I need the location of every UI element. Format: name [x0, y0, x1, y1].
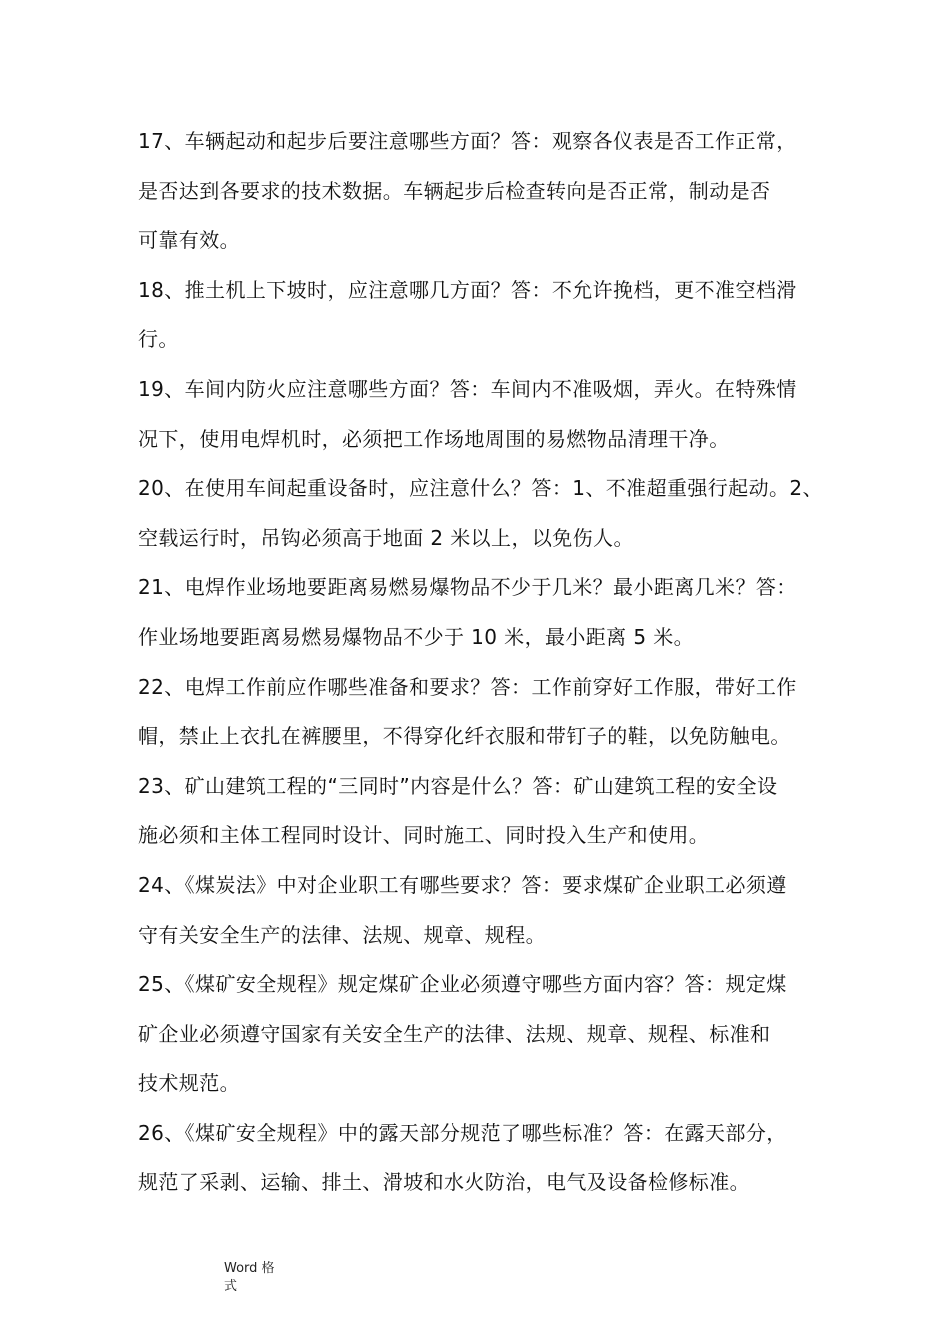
footer-line-2: 式	[224, 1279, 238, 1294]
text-line: 行。	[138, 327, 179, 352]
text-line: 况下，使用电焊机时，必须把工作场地周围的易燃物品清理干净。	[138, 426, 730, 451]
text-line: 矿企业必须遵守国家有关安全生产的法律、法规、规章、规程、标准和	[138, 1021, 771, 1046]
footer-line-1: Word 格	[224, 1261, 275, 1276]
text-line: 25、《煤矿安全规程》规定煤矿企业必须遵守哪些方面内容？答：规定煤	[138, 972, 787, 997]
text-line: 守有关安全生产的法律、法规、规章、规程。	[138, 922, 546, 947]
text-line: 19、车间内防火应注意哪些方面？答：车间内不准吸烟，弄火。在特殊情	[138, 376, 797, 401]
text-line: 规范了采剥、运输、排土、滑坡和水火防治，电气及设备检修标准。	[138, 1170, 750, 1195]
text-line: 技术规范。	[138, 1071, 240, 1096]
text-line: 作业场地要距离易燃易爆物品不少于 10 米，最小距离 5 米。	[138, 624, 695, 649]
text-line: 是否达到各要求的技术数据。车辆起步后检查转向是否正常，制动是否	[138, 178, 771, 203]
text-line: 20、在使用车间起重设备时，应注意什么？答：1、不准超重强行起动。2、	[138, 476, 823, 501]
text-line: 17、车辆起动和起步后要注意哪些方面？答：观察各仪表是否工作正常，	[138, 129, 797, 153]
text-line: 帽，禁止上衣扎在裤腰里，不得穿化纤衣服和带钉子的鞋，以免防触电。	[138, 724, 791, 749]
text-line: 26、《煤矿安全规程》中的露天部分规范了哪些标准？答：在露天部分，	[138, 1120, 787, 1145]
page-footer	[224, 1260, 284, 1296]
text-line: 23、矿山建筑工程的“三同时”内容是什么？答：矿山建筑工程的安全设	[138, 773, 778, 798]
text-line: 可靠有效。	[138, 228, 240, 253]
text-line: 施必须和主体工程同时设计、同时施工、同时投入生产和使用。	[138, 823, 710, 848]
text-line: 21、电焊作业场地要距离易燃易爆物品不少于几米？最小距离几米？答：	[138, 575, 797, 600]
text-line: 空载运行时，吊钩必须高于地面 2 米以上，以免伤人。	[138, 525, 634, 550]
text-line: 22、电焊工作前应作哪些准备和要求？答：工作前穿好工作服，带好工作	[138, 674, 797, 699]
text-line: 24、《煤炭法》中对企业职工有哪些要求？答：要求煤矿企业职工必须遵	[138, 872, 787, 897]
document-body	[138, 122, 828, 1213]
text-line: 18、推土机上下坡时，应注意哪几方面？答：不允许挽档，更不准空档滑	[138, 277, 797, 302]
